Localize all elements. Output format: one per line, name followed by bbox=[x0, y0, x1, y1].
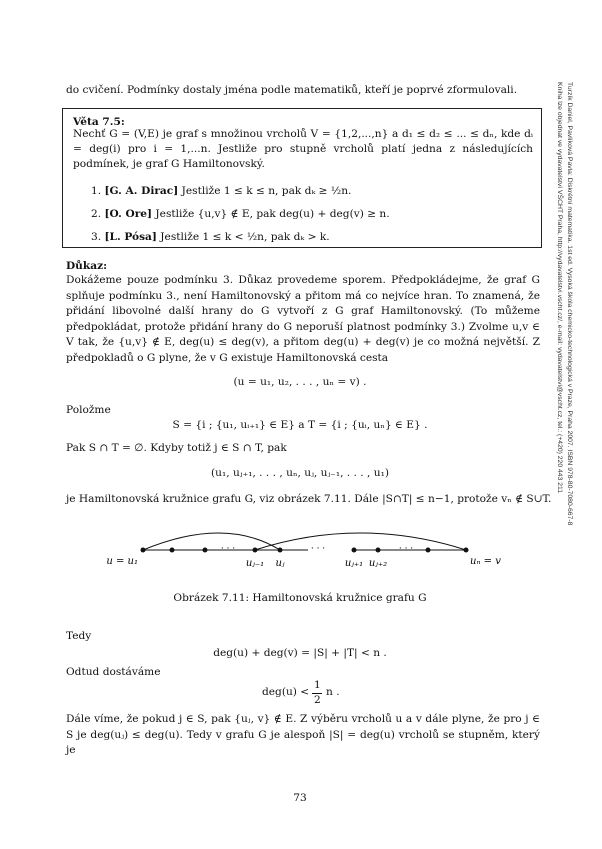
side-citation bbox=[548, 82, 602, 682]
side-citation-text bbox=[554, 82, 574, 525]
theorem-text: Nechť G = (V,E) je graf s množinou vrcholů V = {1,2,...,n} a d₁ ≤ d₂ ≤ ... ≤ dₙ, kde dᵢ = deg(i) pro i = 1,...n. Jestliže pro stupně vrcholů platí jedna z následujících podmínek, je graf G Hamiltonovský. bbox=[73, 128, 533, 170]
item-text: Jestliže 1 ≤ k ≤ n, pak dₖ ≥ ½n. bbox=[181, 185, 352, 197]
vertex bbox=[426, 548, 431, 553]
item-name: [L. Pósa] bbox=[104, 231, 157, 243]
odtud-text: Odtud dostáváme bbox=[66, 666, 161, 678]
label-uj-plus-1: uⱼ₊₁ bbox=[344, 558, 364, 569]
proof-paragraph-1: Dokážeme pouze podmínku 3. Důkaz provedeme sporem. Předpokládejme, že graf G splňuje podmínku 3., není Hamiltonovský a přitom má co nejvíce hran. To znamená, že přidání libovolné další hrany do G vytvoří z G graf Hamiltonovský. (To můžeme předpokládat, protože přidání hrany do G neporuší platnost podmínky 3.) Zvolme u,v ∈ V tak, že {u,v} ∉ E, deg(u) ≤ deg(v), a přitom deg(u) + deg(v) je co možná největší. Z předpokladů o G plyne, že v G existuje Hamiltonovská cesta bbox=[66, 274, 540, 364]
eq-left: deg(u) < bbox=[262, 686, 310, 698]
citation-line-2: Kniha lze objednat ve vydavatelství VŠCHT Praha, http://vydavatelstvi.vscht.cz/, e-mail: vydavatelstvi@vscht.cz, tel.: (+420) 220 443 211 bbox=[556, 82, 563, 494]
item-number: 2. bbox=[91, 208, 102, 220]
vertex-uj-plus-1 bbox=[352, 548, 357, 553]
theorem-title: Věta 7.5: bbox=[73, 116, 125, 128]
item-number: 3. bbox=[91, 231, 102, 243]
theorem-item-3 bbox=[91, 231, 330, 243]
label-uj-minus-1: uⱼ₋₁ bbox=[245, 558, 265, 569]
proof-paragraph-4: Dále víme, že pokud j ∈ S, pak {uⱼ, v} ∉ E. Z výběru vrcholů u a v dále plyne, že pro j ∈ S je deg(uⱼ) ≤ deg(u). Tedy v grafu G je alespoň |S| = deg(u) vrcholů se stupněm, který je bbox=[66, 713, 540, 757]
item-name: [O. Ore] bbox=[104, 208, 153, 220]
label-uj-plus-2: uⱼ₊₂ bbox=[368, 558, 388, 569]
eq-right: n . bbox=[326, 686, 340, 698]
label-u1: u = u₁ bbox=[106, 556, 138, 567]
theorem-item-1 bbox=[91, 185, 351, 197]
polozme-text: Položme bbox=[66, 404, 111, 416]
edge-u1-uj1 bbox=[143, 533, 280, 550]
equation-sets: S = {i ; {u₁, uᵢ₊₁} ∈ E} a T = {i ; {uᵢ, uₙ} ∈ E} . bbox=[172, 419, 428, 431]
item-text: Jestliže 1 ≤ k < ½n, pak dₖ > k. bbox=[160, 231, 330, 243]
page-number: 73 bbox=[293, 792, 307, 804]
proof-paragraph-3: je Hamiltonovská kružnice grafu G, viz obrázek 7.11. Dále |S∩T| ≤ n−1, protože vₙ ∉ S∪T. bbox=[66, 493, 552, 505]
vertex-uj-minus-1 bbox=[253, 548, 258, 553]
dots-label: · · · bbox=[220, 544, 236, 554]
vertex-uj-plus-2 bbox=[376, 548, 381, 553]
fraction-numerator: 1 bbox=[314, 679, 321, 691]
item-text: Jestliže {u,v} ∉ E, pak deg(u) + deg(v) ≥ n. bbox=[155, 208, 390, 220]
vertex-u1 bbox=[141, 548, 146, 553]
label-un: uₙ = v bbox=[470, 556, 501, 567]
label-uj: uⱼ bbox=[275, 558, 285, 569]
dots-label: · · · bbox=[398, 544, 414, 554]
hamiltonian-cycle-figure bbox=[106, 538, 510, 578]
vertex-uj bbox=[278, 548, 283, 553]
dots-label: · · · bbox=[310, 544, 326, 554]
theorem-item-2 bbox=[91, 208, 390, 220]
proof-paragraph-2: Pak S ∩ T = ∅. Kdyby totiž j ∈ S ∩ T, pak bbox=[66, 442, 287, 454]
theorem-box bbox=[62, 108, 542, 248]
fraction-denominator: 2 bbox=[314, 694, 321, 706]
edge-uj-un bbox=[255, 533, 466, 550]
equation-path: (u = u₁, u₂, . . . , uₙ = v) . bbox=[233, 376, 367, 388]
tedy-text: Tedy bbox=[66, 630, 92, 642]
item-number: 1. bbox=[91, 185, 102, 197]
intro-line: do cvičení. Podmínky dostaly jména podle matematiků, kteří je poprvé zformulovali. bbox=[66, 84, 518, 96]
figure-caption: Obrázek 7.11: Hamiltonovská kružnice grafu G bbox=[173, 592, 427, 604]
vertex bbox=[170, 548, 175, 553]
equation-cycle: (u₁, uⱼ₊₁, . . . , uₙ, uⱼ, uⱼ₋₁, . . . , u₁) bbox=[211, 467, 389, 479]
proof-label: Důkaz: bbox=[66, 260, 108, 272]
vertex bbox=[203, 548, 208, 553]
equation-degree-sum: deg(u) + deg(v) = |S| + |T| < n . bbox=[213, 647, 387, 659]
citation-line-1: Turzík Daniel, Pavlíková Pavla: Diskrétní matematika. 1st ed. Vysoká škola chemicko-technologická v Praze, Praha 2007. ISBN 978-80-7080-667-8 bbox=[566, 82, 573, 526]
item-name: [G. A. Dirac] bbox=[104, 185, 179, 197]
vertex-un bbox=[464, 548, 469, 553]
